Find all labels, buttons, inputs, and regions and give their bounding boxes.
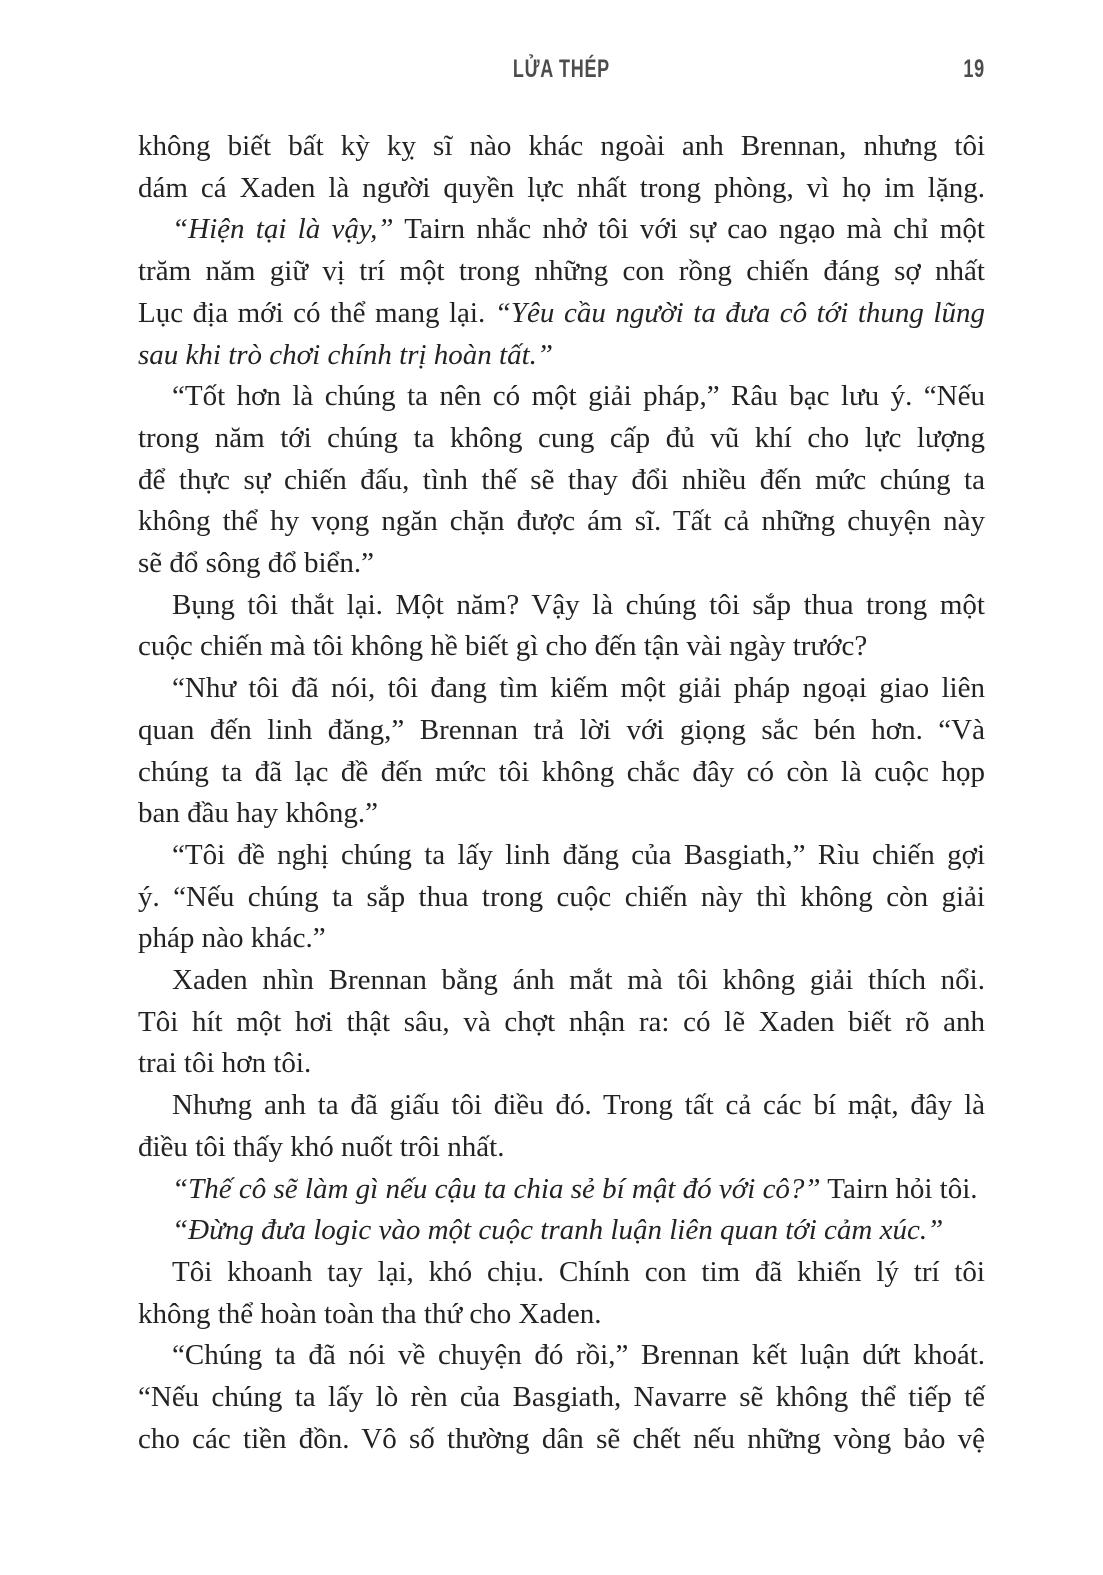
- text-segment: “Tốt hơn là chúng ta nên có một giải pháp,” Râu bạc lưu ý. “Nếu: [172, 380, 985, 413]
- text-segment: “Tôi đề nghị chúng ta lấy linh đăng của Basgiath,” Rìu chiến gợi: [172, 838, 985, 871]
- paragraph: [138, 126, 985, 209]
- page-header: [138, 55, 985, 89]
- italic-text-segment: “Hiện tại là vậy,”: [172, 213, 394, 246]
- text-segment: sẽ đổ sông đổ biển.”: [138, 547, 374, 580]
- text-line: [138, 126, 985, 168]
- text-line: [138, 460, 985, 502]
- paragraph: [138, 376, 985, 585]
- italic-text-segment: “Yêu cầu người ta đưa cô tới thung lũng: [494, 296, 985, 329]
- running-title: LỬA THÉP: [512, 55, 611, 83]
- paragraph: [138, 209, 985, 376]
- text-segment: “Nếu chúng ta lấy lò rèn của Basgiath, Navarre sẽ không thể tiếp tế: [138, 1381, 985, 1414]
- paragraph: [138, 668, 985, 835]
- text-segment: Nhưng anh ta đã giấu tôi điều đó. Trong tất cả các bí mật, đây là: [172, 1089, 985, 1122]
- paragraph: [138, 585, 985, 668]
- text-segment: dám cá Xaden là người quyền lực nhất trong phòng, vì họ im lặng.: [138, 171, 985, 204]
- text-line: [138, 1377, 985, 1419]
- text-segment: chúng ta đã lạc đề đến mức tôi không chắc đây có còn là cuộc họp: [138, 755, 985, 788]
- text-segment: Xaden nhìn Brennan bằng ánh mắt mà tôi không giải thích nổi.: [172, 964, 985, 997]
- text-segment: Tôi khoanh tay lại, khó chịu. Chính con tim đã khiến lý trí tôi: [172, 1255, 985, 1288]
- paragraph: [138, 1169, 985, 1211]
- italic-text-segment: “Thế cô sẽ làm gì nếu cậu ta chia sẻ bí mật đó với cô?”: [172, 1172, 821, 1205]
- text-segment: ban đầu hay không.”: [138, 797, 378, 830]
- text-segment: Tairn hỏi tôi.: [820, 1172, 978, 1205]
- text-segment: Bụng tôi thắt lại. Một năm? Vậy là chúng tôi sắp thua trong một: [172, 588, 985, 621]
- text-line: [138, 877, 985, 919]
- text-line: [138, 1127, 985, 1169]
- paragraph: [138, 960, 985, 1085]
- text-segment: trăm năm giữ vị trí một trong những con rồng chiến đáng sợ nhất: [138, 255, 985, 288]
- text-line: [138, 1252, 985, 1294]
- text-segment: không biết bất kỳ kỵ sĩ nào khác ngoài anh Brennan, nhưng tôi: [138, 130, 985, 162]
- text-segment: cuộc chiến mà tôi không hề biết gì cho đến tận vài ngày trước?: [138, 630, 868, 663]
- text-line: [138, 418, 985, 460]
- text-line: [138, 710, 985, 752]
- text-segment: Lục địa mới có thể mang lại.: [138, 296, 495, 329]
- text-line: [138, 1002, 985, 1044]
- text-line: [138, 1210, 985, 1252]
- text-segment: Tairn nhắc nhở tôi với sự cao ngạo mà chỉ một: [393, 213, 985, 246]
- text-line: [138, 501, 985, 543]
- paragraph: [138, 1210, 985, 1252]
- text-segment: để thực sự chiến đấu, tình thế sẽ thay đổi nhiều đến mức chúng ta: [138, 463, 985, 496]
- text-line: [138, 1043, 985, 1085]
- text-segment: “Như tôi đã nói, tôi đang tìm kiếm một giải pháp ngoại giao liên: [172, 672, 985, 705]
- text-line: [138, 585, 985, 627]
- text-line: [138, 1169, 985, 1211]
- italic-text-segment: “Đừng đưa logic vào một cuộc tranh luận liên quan tới cảm xúc.”: [172, 1214, 944, 1247]
- italic-text-segment: sau khi trò chơi chính trị hoàn tất.”: [138, 338, 554, 371]
- text-line: [138, 668, 985, 710]
- text-segment: cho các tiền đồn. Vô số thường dân sẽ chết nếu những vòng bảo vệ: [138, 1422, 985, 1455]
- text-segment: ý. “Nếu chúng ta sắp thua trong cuộc chiến này thì không còn giải: [138, 880, 985, 913]
- text-line: [138, 209, 985, 251]
- text-segment: không thể hoàn toàn tha thứ cho Xaden.: [138, 1297, 602, 1330]
- text-segment: không thể hy vọng ngăn chặn được ám sĩ. Tất cả những chuyện này: [138, 505, 985, 538]
- text-segment: quan đến linh đăng,” Brennan trả lời với giọng sắc bén hơn. “Và: [138, 713, 985, 746]
- text-segment: trong năm tới chúng ta không cung cấp đủ vũ khí cho lực lượng: [138, 421, 985, 454]
- text-segment: pháp nào khác.”: [138, 922, 326, 955]
- running-title-container: [138, 55, 985, 84]
- text-line: [138, 752, 985, 794]
- text-line: [138, 293, 985, 335]
- paragraph: [138, 1085, 985, 1168]
- paragraph: [138, 1252, 985, 1335]
- text-line: [138, 1294, 985, 1336]
- paragraph: [138, 835, 985, 960]
- text-line: [138, 918, 985, 960]
- text-line: [138, 1335, 985, 1377]
- text-segment: điều tôi thấy khó nuốt trôi nhất.: [138, 1130, 505, 1163]
- text-line: [138, 168, 985, 210]
- text-line: [138, 960, 985, 1002]
- text-line: [138, 793, 985, 835]
- text-segment: Tôi hít một hơi thật sâu, và chợt nhận ra: có lẽ Xaden biết rõ anh: [138, 1005, 985, 1038]
- text-line: [138, 376, 985, 418]
- text-line: [138, 835, 985, 877]
- text-segment: “Chúng ta đã nói về chuyện đó rồi,” Brennan kết luận dứt khoát.: [172, 1339, 985, 1372]
- text-segment: trai tôi hơn tôi.: [138, 1047, 312, 1080]
- text-line: [138, 335, 985, 377]
- paragraph: [138, 1335, 985, 1460]
- text-line: [138, 543, 985, 585]
- page-body: [138, 126, 985, 1461]
- text-line: [138, 1419, 985, 1461]
- text-line: [138, 1085, 985, 1127]
- text-line: [138, 626, 985, 668]
- page-number: 19: [963, 55, 985, 83]
- text-line: [138, 251, 985, 293]
